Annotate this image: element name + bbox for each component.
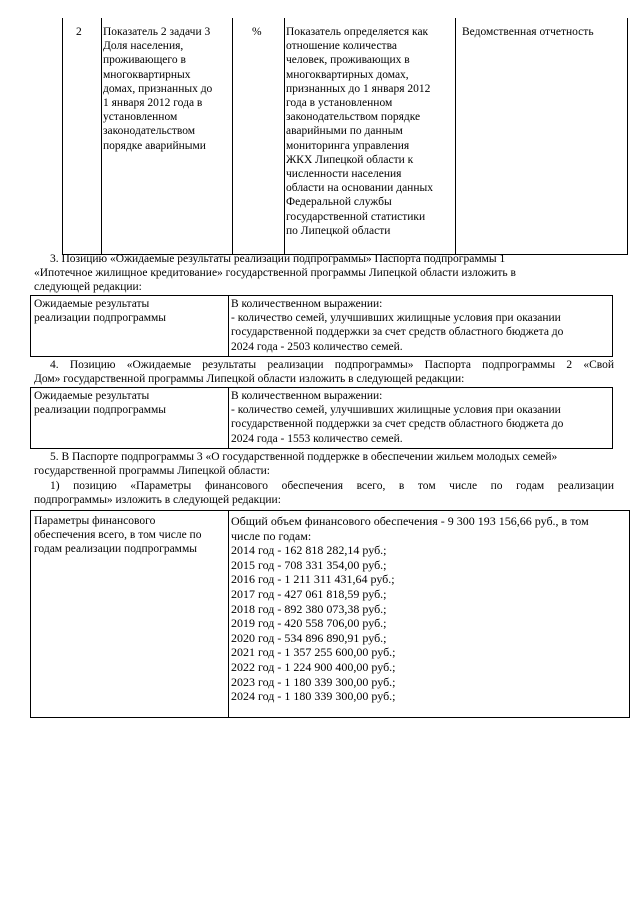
table-border bbox=[62, 18, 63, 254]
expected-results-table-2 bbox=[30, 387, 613, 449]
table-border bbox=[101, 18, 102, 254]
row-value: В количественном выражении: - количество семей, улучшивших жилищные условия при оказании государственной поддержки за счет средств областного бюджета до 2024 года - 1553 количество семей. bbox=[231, 390, 564, 445]
table-border bbox=[284, 18, 285, 254]
table-border bbox=[228, 295, 229, 357]
row-number: 2 bbox=[76, 26, 82, 38]
calculation-method: Показатель определяется как отношение количества человек, проживающих в многоквартирных домах, признанных до 1 января 2012 года в установленном законодательством порядке аварийными по данным мониторинга управления ЖКХ Липецкой области к численности населения области на основании данных Федеральной службы государственной статистики по Липецкой области bbox=[286, 26, 433, 237]
expected-results-table-1 bbox=[30, 295, 613, 357]
indicator-name: Показатель 2 задачи 3 Доля населения, проживающего в многоквартирных домах, признанных до 1 января 2012 года в установленном законодательством порядке аварийными bbox=[103, 26, 213, 152]
table-border bbox=[228, 387, 229, 449]
row-label: Ожидаемые результаты реализации подпрограммы bbox=[34, 390, 167, 417]
paragraph-5-1: 1) позицию «Параметры финансового обеспечения всего, в том числе по годам реализации подпрограммы» изложить в следующей редакции: bbox=[34, 480, 614, 506]
paragraph-3: 3. Позицию «Ожидаемые результаты реализации подпрограммы» Паспорта подпрограммы 1 «Ипотечное жилищное кредитование» государственной программы Липецкой области изложить в следующей редакции: bbox=[34, 253, 516, 293]
table-border bbox=[228, 510, 229, 718]
row-value: Общий объем финансового обеспечения - 9 300 193 156,66 руб., в том числе по годам: 2014 год - 162 818 282,14 руб.; 2015 год - 708 331 354,00 руб.; 2016 год - 1 211 311 431,64 руб.; 2017 год - 427 061 818,59 руб.; 2018 год - 892 380 073,38 руб.; 2019 год - 420 558 706,00 руб.; 2020 год - 534 896 890,91 руб.; 2021 год - 1 357 255 600,00 руб.; 2022 год - 1 224 900 400,00 руб.; 2023 год - 1 180 339 300,00 руб.; 2024 год - 1 180 339 300,00 руб.; bbox=[231, 514, 589, 704]
row-label: Параметры финансового обеспечения всего, в том числе по годам реализации подпрограммы bbox=[34, 515, 202, 556]
row-value: В количественном выражении: - количество семей, улучшивших жилищные условия при оказании государственной поддержки за счет средств областного бюджета до 2024 года - 2503 количество семей. bbox=[231, 298, 564, 353]
table-border bbox=[627, 18, 628, 254]
row-label: Ожидаемые результаты реализации подпрограммы bbox=[34, 298, 167, 325]
unit: % bbox=[252, 26, 262, 38]
paragraph-5: 5. В Паспорте подпрограммы 3 «О государственной поддержке в обеспечении жильем молодых семей» государственной программы Липецкой области: bbox=[34, 451, 558, 477]
paragraph-4: 4. Позицию «Ожидаемые результаты реализации подпрограммы» Паспорта подпрограммы 2 «Свой Дом» государственной программы Липецкой области изложить в следующей редакции: bbox=[34, 359, 614, 385]
financing-table bbox=[30, 510, 630, 718]
table-border bbox=[232, 18, 233, 254]
data-source: Ведомственная отчетность bbox=[462, 26, 594, 38]
table-border bbox=[455, 18, 456, 254]
